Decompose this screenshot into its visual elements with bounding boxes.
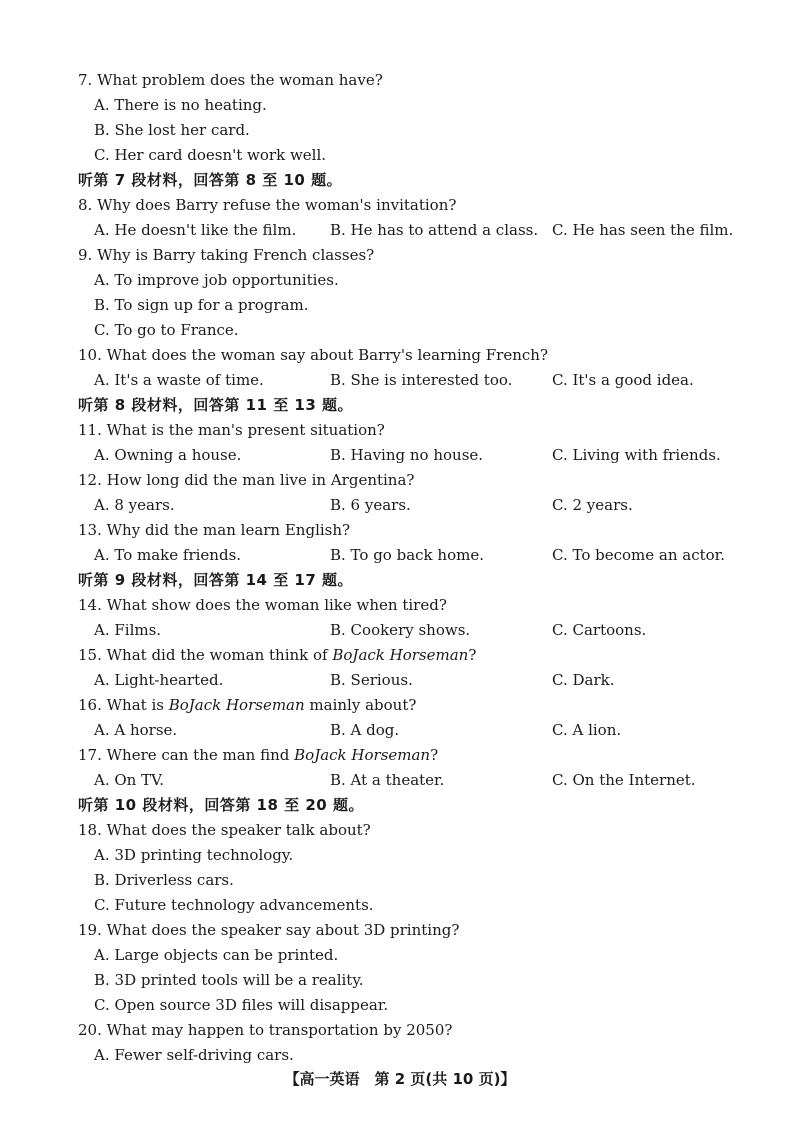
show-title: BoJack Horseman [168,696,305,714]
option-b: B. Cookery shows. [330,621,471,639]
option-b: B. Serious. [330,671,413,689]
option-row: A. Fewer self-driving cars. [94,1046,294,1064]
option-row: A. Large objects can be printed. [94,946,339,964]
option-c: C. Cartoons. [552,621,647,639]
option-row: C. Future technology advancements. [94,896,374,914]
question-15: 15. What did the woman think of BoJack Horseman? [78,646,477,664]
section-header: 听第 8 段材料，回答第 11 至 13 题。 [78,396,354,414]
option-c: C. A lion. [552,721,622,739]
section-header: 听第 10 段材料，回答第 18 至 20 题。 [78,796,364,814]
option-c: C. Dark. [552,671,615,689]
question-17: 17. Where can the man find BoJack Horseman? [78,746,439,764]
option-row [0,368,800,393]
option-a: A. On TV. [94,771,165,789]
option-row: B. Driverless cars. [94,871,234,889]
option-row [0,618,800,643]
option-a: A. To make friends. [94,546,242,564]
option-b: B. To go back home. [330,546,484,564]
option-b: B. He has to attend a class. [330,221,539,239]
option-c: C. He has seen the film. [552,221,734,239]
option-a: A. Owning a house. [94,446,242,464]
option-a: A. A horse. [94,721,178,739]
option-c: C. It's a good idea. [552,371,694,389]
option-row: B. To sign up for a program. [94,296,309,314]
option-row [0,543,800,568]
question-19: 19. What does the speaker say about 3D printing? [78,921,460,939]
option-row [0,768,800,793]
question-7: 7. What problem does the woman have? [78,71,383,89]
section-header: 听第 9 段材料，回答第 14 至 17 题。 [78,571,354,589]
option-b: B. She is interested too. [330,371,513,389]
option-row [0,718,800,743]
option-row [0,668,800,693]
option-row: C. Open source 3D files will disappear. [94,996,389,1014]
question-20: 20. What may happen to transportation by 2050? [78,1021,453,1039]
question-18: 18. What does the speaker talk about? [78,821,371,839]
question-16: 16. What is BoJack Horseman mainly about? [78,696,417,714]
question-10: 10. What does the woman say about Barry's learning French? [78,346,548,364]
option-c: C. To become an actor. [552,546,725,564]
option-a: A. Films. [94,621,162,639]
section-header: 听第 7 段材料，回答第 8 至 10 题。 [78,171,343,189]
option-row: C. To go to France. [94,321,239,339]
page-footer: 【高一英语 第 2 页(共 10 页)】 [284,1070,516,1088]
option-a: A. It's a waste of time. [94,371,264,389]
question-9: 9. Why is Barry taking French classes? [78,246,375,264]
show-title: BoJack Horseman [332,646,469,664]
option-a: A. Light-hearted. [94,671,224,689]
option-row: A. To improve job opportunities. [94,271,339,289]
option-row: B. 3D printed tools will be a reality. [94,971,364,989]
option-row: A. There is no heating. [94,96,267,114]
show-title: BoJack Horseman [294,746,431,764]
option-row [0,493,800,518]
option-c: C. On the Internet. [552,771,696,789]
option-a: A. He doesn't like the film. [94,221,297,239]
option-row: B. She lost her card. [94,121,250,139]
option-b: B. 6 years. [330,496,411,514]
option-row [0,218,800,243]
option-row: C. Her card doesn't work well. [94,146,327,164]
option-a: A. 8 years. [94,496,175,514]
question-11: 11. What is the man's present situation? [78,421,385,439]
option-b: B. Having no house. [330,446,484,464]
question-14: 14. What show does the woman like when tired? [78,596,447,614]
question-12: 12. How long did the man live in Argentina? [78,471,415,489]
option-b: B. At a theater. [330,771,445,789]
option-b: B. A dog. [330,721,400,739]
question-8: 8. Why does Barry refuse the woman's invitation? [78,196,457,214]
question-13: 13. Why did the man learn English? [78,521,351,539]
option-row [0,443,800,468]
option-c: C. 2 years. [552,496,633,514]
option-c: C. Living with friends. [552,446,721,464]
option-row: A. 3D printing technology. [94,846,294,864]
